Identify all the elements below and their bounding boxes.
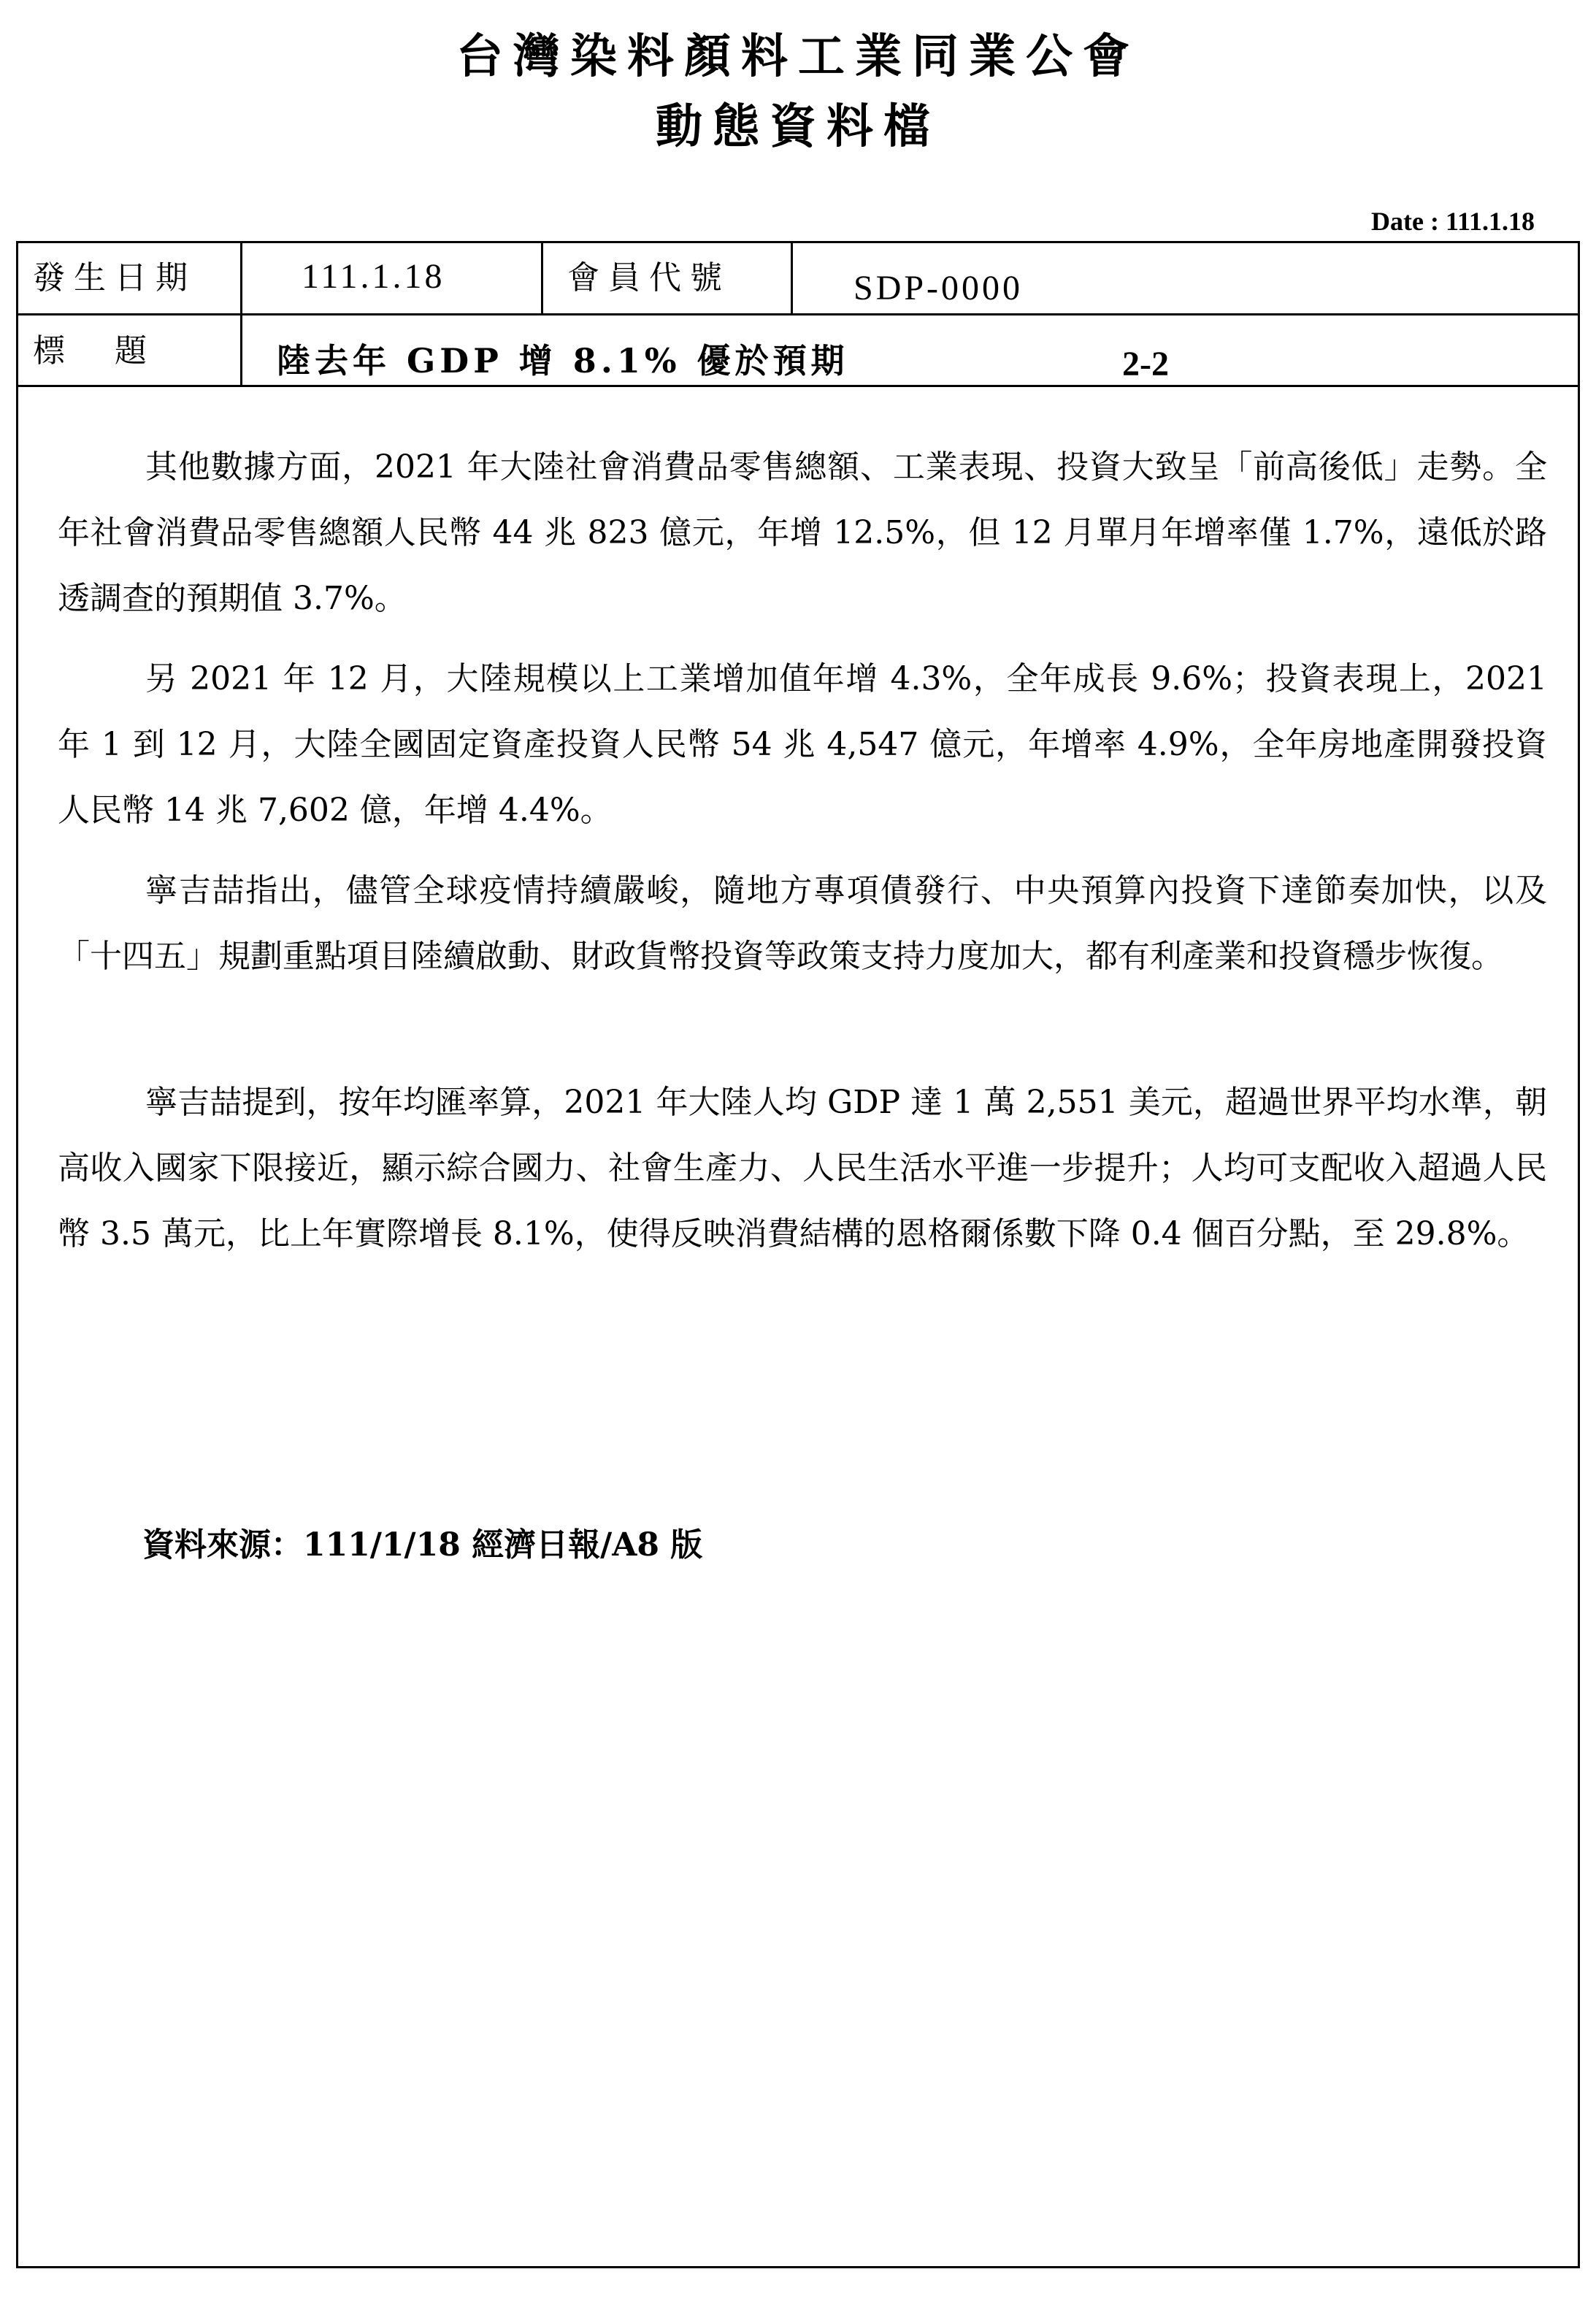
occurrence-date-value: 111.1.18 bbox=[302, 257, 445, 296]
occurrence-date-label: 發生日期 bbox=[33, 259, 196, 296]
member-code-label: 會員代號 bbox=[567, 259, 731, 296]
label-column-divider bbox=[240, 243, 242, 385]
page-title: 台灣染料顏料工業同業公會 bbox=[456, 30, 1140, 84]
member-code-value: SDP-0000 bbox=[853, 269, 1024, 307]
body-paragraph: 其他數據方面，2021 年大陸社會消費品零售總額、工業表現、投資大致呈「前高後低」走勢。全年社會消費品零售總額人民幣 44 兆 823 億元，年增 12.5%，但 12 月單月年增率僅 1.7%，遠低於路透調查的預期值 3.7%。 bbox=[58, 448, 1547, 617]
table-row-divider bbox=[18, 313, 1578, 315]
table-bottom-divider bbox=[18, 385, 1578, 387]
document-frame bbox=[16, 241, 1580, 2268]
document-date: Date : 111.1.18 bbox=[1371, 207, 1535, 236]
body-paragraph: 寧吉喆提到，按年均匯率算，2021 年大陸人均 GDP 達 1 萬 2,551 美元，超過世界平均水準，朝高收入國家下限接近，顯示綜合國力、社會生產力、人民生活水平進一步提升；人均可支配收入超過人民幣 3.5 萬元，比上年實際增長 8.1%，使得反映消費結構的恩格爾係數下降 0.4 個百分點，至 29.8%。 bbox=[58, 1084, 1547, 1252]
date-value-divider bbox=[541, 243, 543, 313]
subject-label: 標 題 bbox=[33, 332, 156, 370]
page-indicator: 2-2 bbox=[1122, 345, 1169, 383]
body-paragraph: 寧吉喆指出，儘管全球疫情持續嚴峻，隨地方專項債發行、中央預算內投資下達節奏加快，以及「十四五」規劃重點項目陸續啟動、財政貨幣投資等政策支持力度加大，都有利產業和投資穩步恢復。 bbox=[58, 872, 1547, 975]
page-subtitle: 動態資料檔 bbox=[656, 100, 940, 154]
source-citation: 資料來源：111/1/18 經濟日報/A8 版 bbox=[142, 1526, 703, 1564]
body-paragraph: 另 2021 年 12 月，大陸規模以上工業增加值年增 4.3%，全年成長 9.6%；投資表現上，2021 年 1 到 12 月，大陸全國固定資產投資人民幣 54 兆 4,547 億元，年增率 4.9%，全年房地產開發投資人民幣 14 兆 7,602 億，年增 4.4%。 bbox=[58, 660, 1547, 829]
member-label-divider bbox=[791, 243, 793, 313]
subject-value: 陸去年 GDP 增 8.1% 優於預期 bbox=[277, 341, 849, 380]
